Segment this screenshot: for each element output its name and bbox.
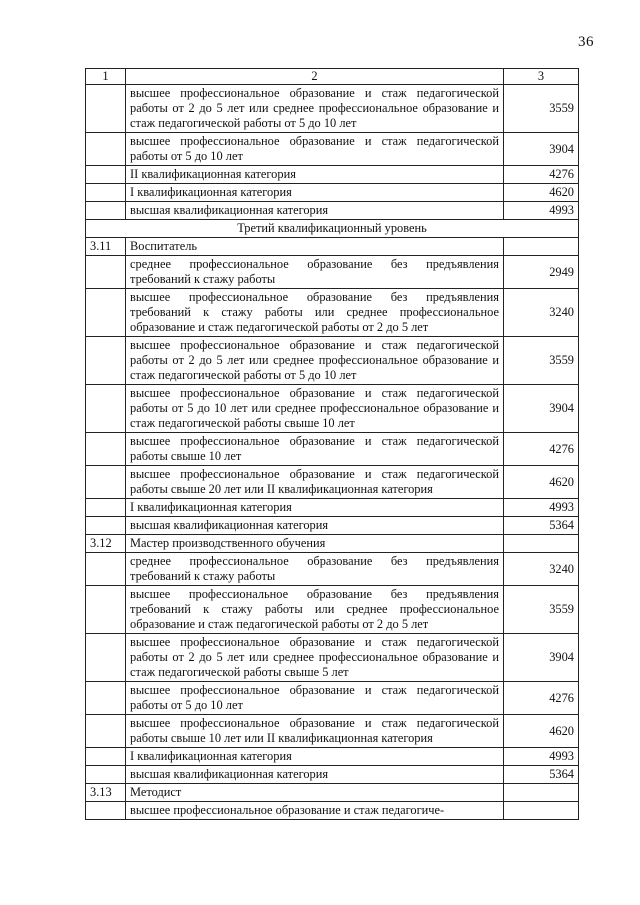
position-code	[86, 337, 126, 385]
salary-value: 5364	[504, 517, 579, 535]
salary-value: 4620	[504, 466, 579, 499]
salary-value: 3559	[504, 586, 579, 634]
position-code	[86, 802, 126, 820]
requirement-text: высшее профессиональное образование и стаж педагогической работы свыше 10 лет	[126, 433, 504, 466]
salary-value: 3904	[504, 385, 579, 433]
salary-row	[86, 385, 579, 433]
position-code	[86, 748, 126, 766]
salary-value	[504, 784, 579, 802]
requirement-text: высшее профессиональное образование без предъявления требований к стажу работы или среднее профессиональное образование и стаж педагогической работы от 2 до 5 лет	[126, 289, 504, 337]
position-code	[86, 289, 126, 337]
salary-row	[86, 553, 579, 586]
position-title-row	[86, 784, 579, 802]
requirement-text: высшее профессиональное образование и стаж педагогической работы свыше 10 лет или II квалификационная категория	[126, 715, 504, 748]
salary-value: 3559	[504, 85, 579, 133]
salary-row	[86, 85, 579, 133]
salary-row	[86, 517, 579, 535]
requirement-text: I квалификационная категория	[126, 748, 504, 766]
salary-value	[504, 238, 579, 256]
position-code	[86, 499, 126, 517]
requirement-text: I квалификационная категория	[126, 184, 504, 202]
position-code	[86, 85, 126, 133]
salary-value: 3559	[504, 337, 579, 385]
position-code	[86, 433, 126, 466]
salary-value: 4620	[504, 715, 579, 748]
position-code: 3.11	[86, 238, 126, 256]
requirement-text: II квалификационная категория	[126, 166, 504, 184]
salary-row	[86, 202, 579, 220]
salary-value: 4276	[504, 433, 579, 466]
requirement-text: среднее профессиональное образование без предъявления требований к стажу работы	[126, 553, 504, 586]
salary-row	[86, 466, 579, 499]
table-header-row	[86, 69, 579, 85]
salary-value: 4620	[504, 184, 579, 202]
salary-value: 3240	[504, 553, 579, 586]
salary-row	[86, 766, 579, 784]
requirement-text: высшая квалификационная категория	[126, 202, 504, 220]
requirement-text: высшее профессиональное образование и стаж педагогической работы от 5 до 10 лет или среднее профессиональное образование и стаж педагогической работы свыше 10 лет	[126, 385, 504, 433]
position-code	[86, 202, 126, 220]
salary-row	[86, 166, 579, 184]
position-title: Мастер производственного обучения	[126, 535, 504, 553]
salary-value: 4993	[504, 499, 579, 517]
position-code	[86, 682, 126, 715]
salary-row	[86, 433, 579, 466]
salary-row	[86, 499, 579, 517]
salary-row	[86, 802, 579, 820]
requirement-text: высшее профессиональное образование и стаж педагогической работы от 5 до 10 лет	[126, 682, 504, 715]
salary-row	[86, 586, 579, 634]
salary-value	[504, 802, 579, 820]
salary-value: 2949	[504, 256, 579, 289]
position-code	[86, 586, 126, 634]
column-header-description: 2	[126, 69, 504, 85]
position-code	[86, 466, 126, 499]
requirement-text: высшее профессиональное образование и стаж педагогической работы свыше 20 лет или II квалификационная категория	[126, 466, 504, 499]
position-code	[86, 634, 126, 682]
column-header-salary: 3	[504, 69, 579, 85]
position-code: 3.12	[86, 535, 126, 553]
position-code	[86, 184, 126, 202]
requirement-text: высшая квалификационная категория	[126, 766, 504, 784]
position-title-row	[86, 535, 579, 553]
requirement-text: высшее профессиональное образование и стаж педагогической работы от 5 до 10 лет	[126, 133, 504, 166]
salary-value: 4276	[504, 682, 579, 715]
column-header-number: 1	[86, 69, 126, 85]
salary-value: 5364	[504, 766, 579, 784]
requirement-text: высшее профессиональное образование и стаж педагогической работы от 2 до 5 лет или среднее профессиональное образование и стаж педагогической работы от 5 до 10 лет	[126, 337, 504, 385]
salary-value: 3240	[504, 289, 579, 337]
salary-row	[86, 748, 579, 766]
salary-table	[85, 68, 579, 820]
salary-row	[86, 634, 579, 682]
page-number: 36	[578, 34, 594, 50]
salary-row	[86, 715, 579, 748]
salary-row	[86, 184, 579, 202]
salary-value: 3904	[504, 133, 579, 166]
position-code	[86, 517, 126, 535]
position-code	[86, 766, 126, 784]
position-title-row	[86, 238, 579, 256]
salary-row	[86, 133, 579, 166]
salary-row	[86, 682, 579, 715]
requirement-text: высшее профессиональное образование и стаж педагогической работы от 2 до 5 лет или среднее профессиональное образование и стаж педагогической работы свыше 5 лет	[126, 634, 504, 682]
requirement-text: высшее профессиональное образование и стаж педагогиче-	[126, 802, 504, 820]
position-code: 3.13	[86, 784, 126, 802]
salary-value: 4993	[504, 202, 579, 220]
position-code	[86, 256, 126, 289]
salary-value	[504, 535, 579, 553]
qualification-level-row	[86, 220, 579, 238]
salary-value: 4993	[504, 748, 579, 766]
position-code	[86, 553, 126, 586]
requirement-text: высшее профессиональное образование и стаж педагогической работы от 2 до 5 лет или среднее профессиональное образование и стаж педагогической работы от 5 до 10 лет	[126, 85, 504, 133]
position-code	[86, 133, 126, 166]
requirement-text: высшая квалификационная категория	[126, 517, 504, 535]
position-title: Методист	[126, 784, 504, 802]
salary-row	[86, 256, 579, 289]
salary-table-body	[86, 69, 579, 820]
requirement-text: I квалификационная категория	[126, 499, 504, 517]
position-code	[86, 715, 126, 748]
qualification-level-title: Третий квалификационный уровень	[86, 220, 579, 238]
position-title: Воспитатель	[126, 238, 504, 256]
salary-row	[86, 337, 579, 385]
salary-value: 4276	[504, 166, 579, 184]
position-code	[86, 385, 126, 433]
position-code	[86, 166, 126, 184]
salary-row	[86, 289, 579, 337]
requirement-text: высшее профессиональное образование без предъявления требований к стажу работы или среднее профессиональное образование и стаж педагогической работы от 2 до 5 лет	[126, 586, 504, 634]
requirement-text: среднее профессиональное образование без предъявления требований к стажу работы	[126, 256, 504, 289]
salary-value: 3904	[504, 634, 579, 682]
